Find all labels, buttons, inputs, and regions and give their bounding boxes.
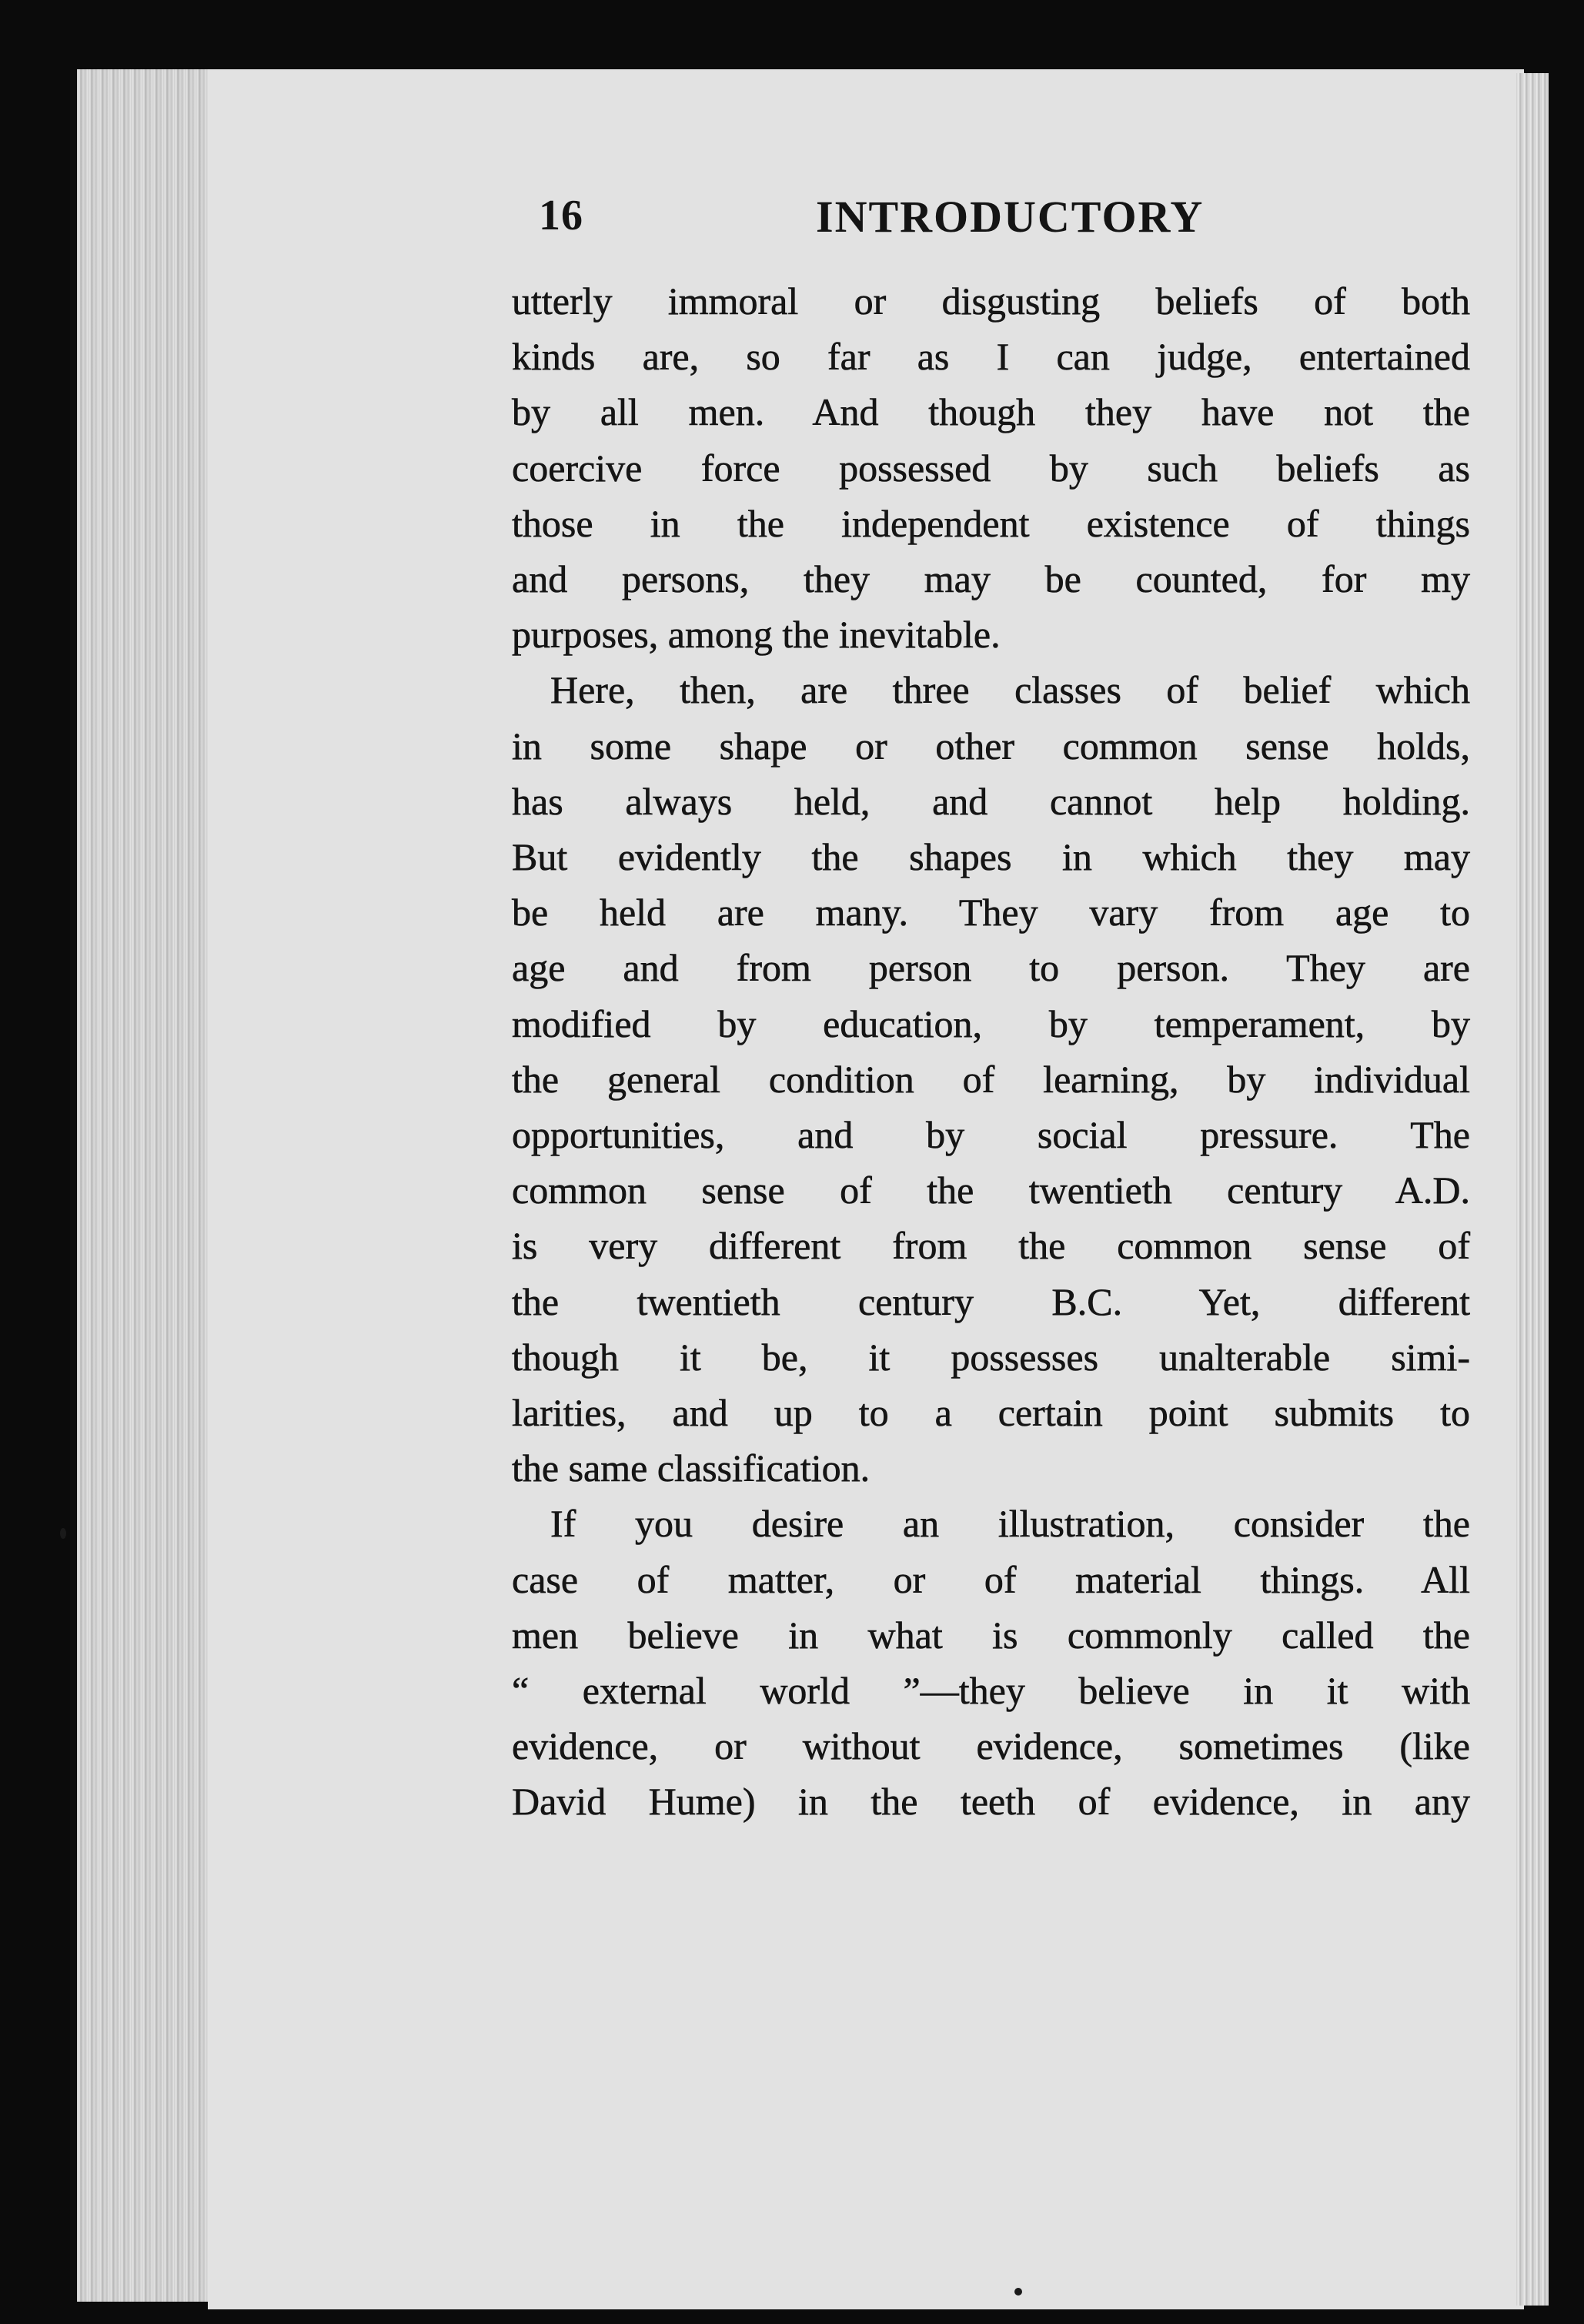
right-dark-border [1549,46,1584,2324]
text-line: But evidently the shapes in which they may [512,835,1470,879]
text-line: “ external world ”—they believe in it with [512,1669,1470,1713]
text-line: the general condition of learning, by individual [512,1057,1470,1101]
text-line: those in the independent existence of things [512,501,1470,545]
right-page-edges [1516,73,1549,2306]
text-line: though it be, it possesses unalterable simi- [512,1335,1470,1379]
text-line: the twentieth century B.C. Yet, different [512,1279,1470,1323]
text-line: Here, then, are three classes of belief which [550,668,1470,712]
text-line: be held are many. They vary from age to [512,891,1470,935]
page-number: 16 [539,192,583,239]
text-line: utterly immoral or disgusting beliefs of both [512,279,1470,323]
text-line: coercive force possessed by such beliefs as [512,446,1470,490]
text-line: purposes, among the inevitable. [512,613,1001,657]
text-line: case of matter, or of material things. All [512,1557,1470,1601]
left-page-edges [77,69,216,2302]
text-line: the same classification. [512,1446,871,1490]
text-line: kinds are, so far as I can judge, entertained [512,335,1470,379]
text-line: If you desire an illustration, consider the [550,1502,1470,1546]
text-line: larities, and up to a certain point submits to [512,1391,1470,1435]
text-line: age and from person to person. They are [512,946,1470,990]
body-text [512,273,1470,1830]
dust-speck [1014,2288,1022,2296]
text-line: in some shape or other common sense holds, [512,724,1470,767]
text-line: David Hume) in the teeth of evidence, in any [512,1780,1470,1824]
text-line: modified by education, by temperament, by [512,1001,1470,1045]
text-line: men believe in what is commonly called the [512,1613,1470,1657]
text-line: is very different from the common sense of [512,1224,1470,1268]
text-line: has always held, and cannot help holding. [512,779,1470,823]
text-line: common sense of the twentieth century A.D. [512,1169,1470,1212]
text-line: opportunities, and by social pressure. The [512,1113,1470,1157]
running-head: INTRODUCTORY [816,192,1205,242]
page-header [539,191,1555,252]
text-line: and persons, they may be counted, for my [512,557,1470,601]
dust-speck [60,1528,66,1539]
text-line: evidence, or without evidence, sometimes (like [512,1724,1470,1768]
text-line: by all men. And though they have not the [512,390,1470,434]
